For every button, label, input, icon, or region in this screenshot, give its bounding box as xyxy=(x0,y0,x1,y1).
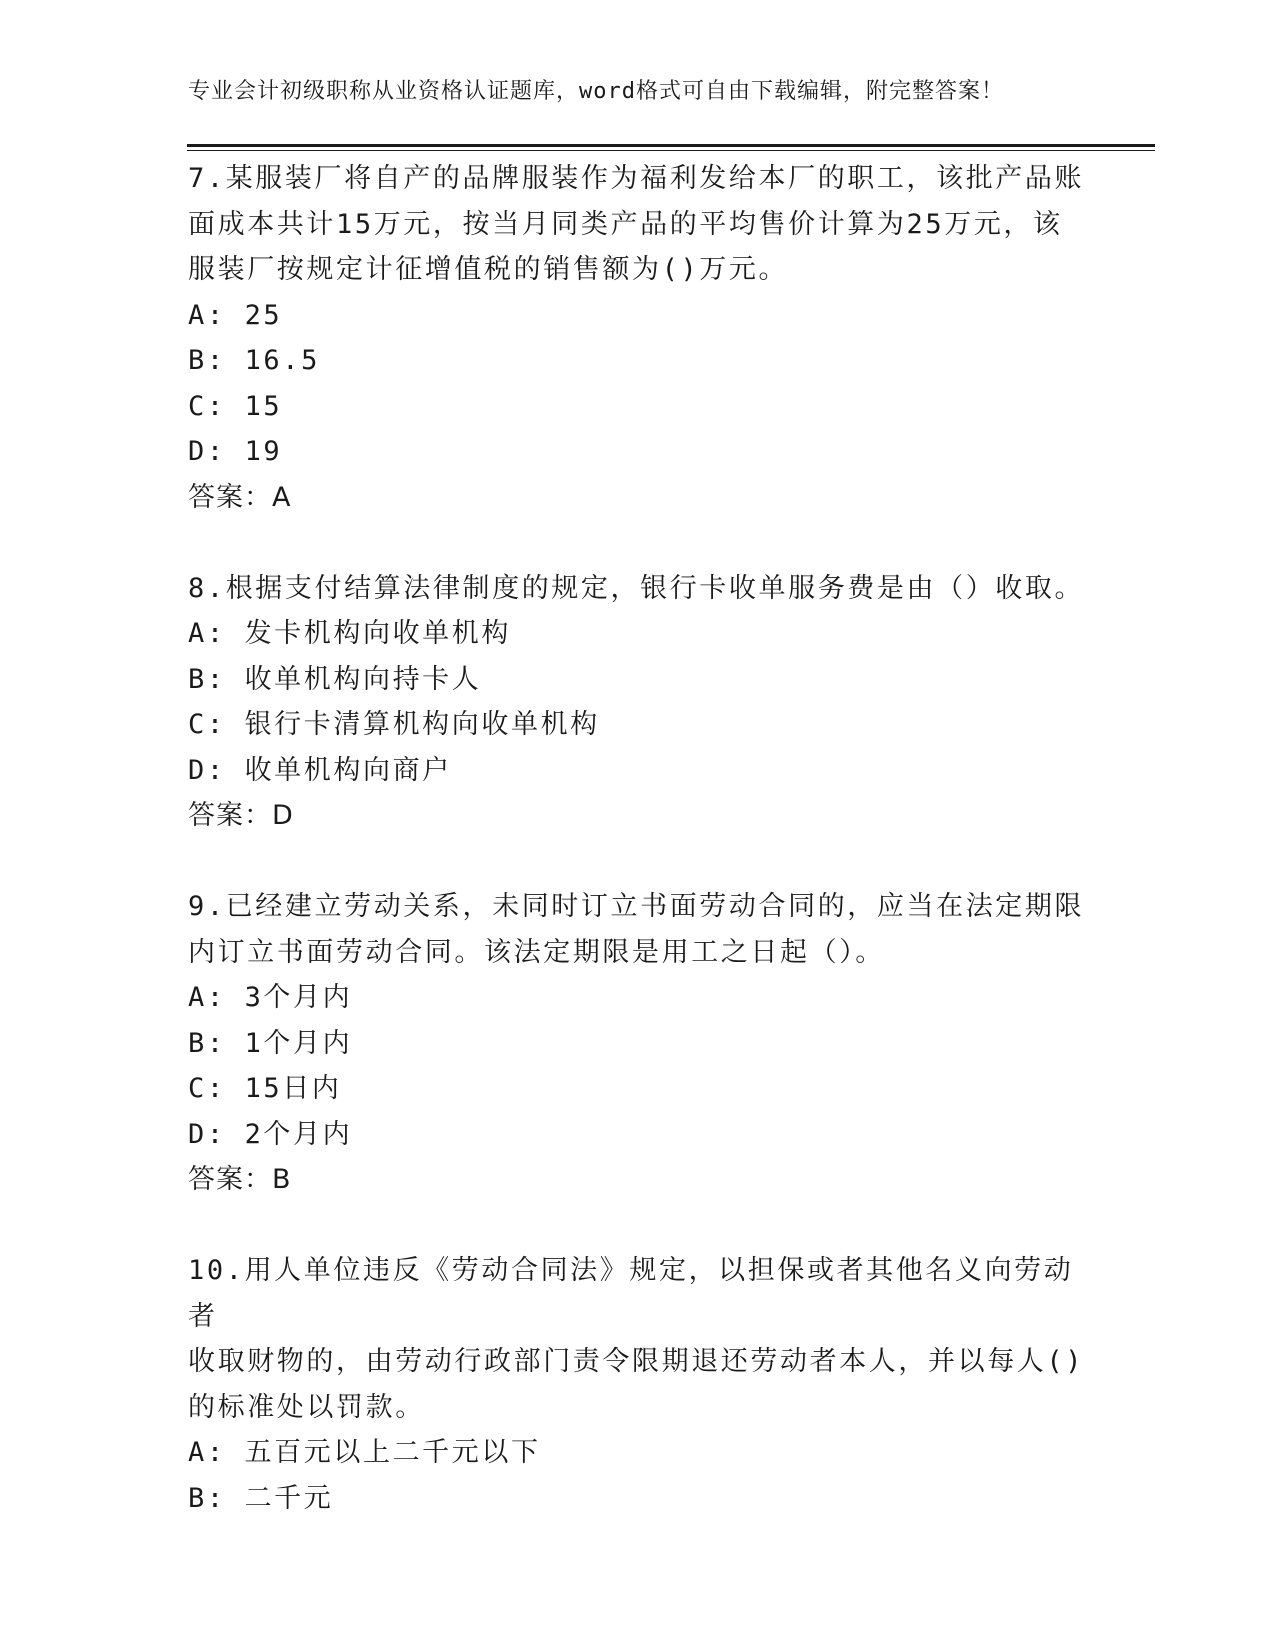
question-10 xyxy=(188,1248,1088,1521)
question-9 xyxy=(188,884,1088,1203)
question-stem-line: 服装厂按规定计征增值税的销售额为()万元。 xyxy=(188,254,789,285)
option-d: D: 2个月内 xyxy=(188,1118,353,1150)
answer: 答案：A xyxy=(188,481,292,513)
option-c: C: 15日内 xyxy=(188,1073,342,1104)
question-stem-line: 9.已经建立劳动关系，未同时订立书面劳动合同的，应当在法定期限 xyxy=(188,891,1085,922)
question-8 xyxy=(188,566,1088,839)
option-d: D: 19 xyxy=(188,436,283,467)
question-list xyxy=(188,156,1088,1521)
header-rule-thin xyxy=(187,150,1155,151)
page-header: 专业会计初级职称从业资格认证题库，word格式可自由下载编辑，附完整答案！ xyxy=(188,79,1004,104)
option-d: D: 收单机构向商户 xyxy=(188,754,452,786)
option-c: C: 银行卡清算机构向收单机构 xyxy=(188,709,600,740)
option-a: A: 发卡机构向收单机构 xyxy=(188,618,511,649)
question-stem-line: 7.某服装厂将自产的品牌服装作为福利发给本厂的职工，该批产品账 xyxy=(188,163,1085,194)
option-b: B: 收单机构向持卡人 xyxy=(188,663,482,695)
question-stem-line: 面成本共计15万元，按当月同类产品的平均售价计算为25万元，该 xyxy=(188,208,1063,240)
question-stem-line: 的标准处以罚款。 xyxy=(188,1391,425,1423)
option-a: A: 25 xyxy=(188,299,283,331)
option-a: A: 3个月内 xyxy=(188,982,353,1013)
question-stem-line: 收取财物的，由劳动行政部门责令限期退还劳动者本人，并以每人() xyxy=(188,1346,1085,1377)
question-stem-line: 内订立书面劳动合同。该法定期限是用工之日起（）。 xyxy=(188,936,885,968)
question-stem-line: 8.根据支付结算法律制度的规定，银行卡收单服务费是由（）收取。 xyxy=(188,572,1085,604)
option-a: A: 五百元以上二千元以下 xyxy=(188,1437,541,1468)
answer: 答案：B xyxy=(188,1164,292,1195)
option-b: B: 1个月内 xyxy=(188,1027,353,1059)
option-c: C: 15 xyxy=(188,390,283,422)
question-7 xyxy=(188,156,1088,520)
header-rule xyxy=(187,144,1155,147)
option-b: B: 二千元 xyxy=(188,1482,334,1514)
answer: 答案：D xyxy=(188,800,294,831)
option-b: B: 16.5 xyxy=(188,345,320,376)
question-stem-line: 10.用人单位违反《劳动合同法》规定，以担保或者其他名义向劳动者 xyxy=(188,1255,1074,1332)
